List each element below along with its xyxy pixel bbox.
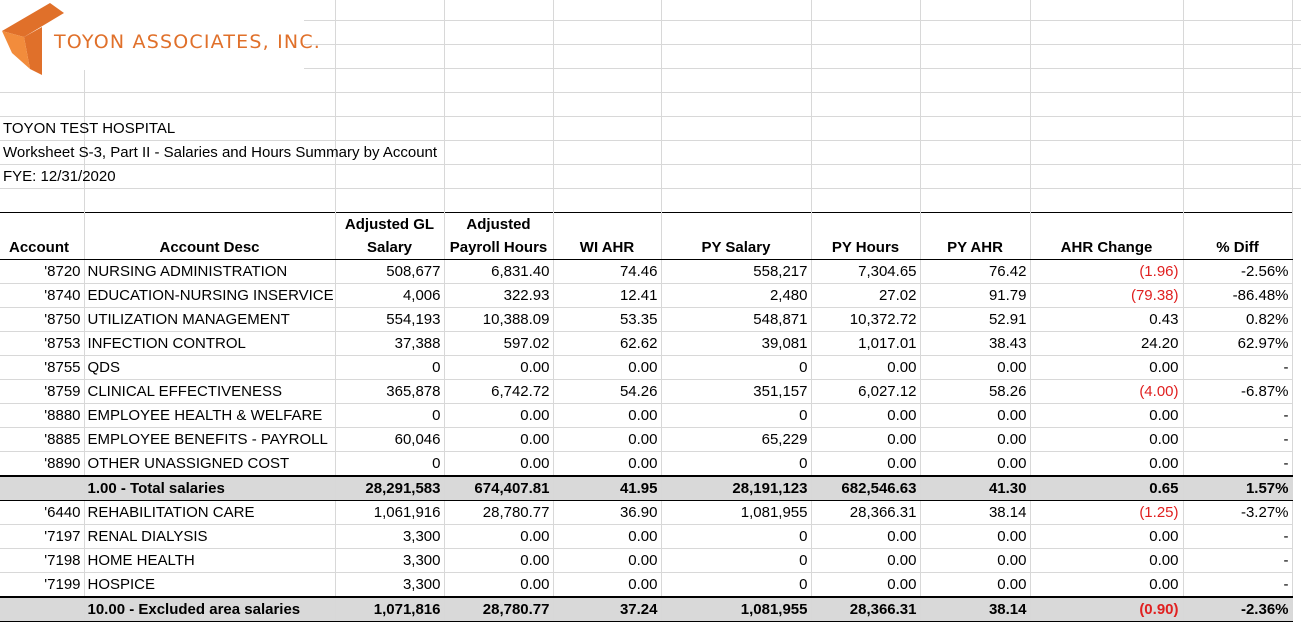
ahr-change-cell: (4.00) — [1030, 380, 1183, 404]
wi-ahr-cell: 53.35 — [553, 308, 661, 332]
desc-cell: NURSING ADMINISTRATION — [84, 260, 335, 284]
desc-cell: CLINICAL EFFECTIVENESS — [84, 380, 335, 404]
table-row — [0, 428, 1292, 452]
pct-diff-cell: -2.56% — [1183, 260, 1292, 284]
desc-cell: EMPLOYEE BENEFITS - PAYROLL — [84, 428, 335, 452]
py-hours-cell: 7,304.65 — [811, 260, 920, 284]
py-ahr-cell: 0.00 — [920, 452, 1030, 477]
py-salary-cell: 0 — [661, 525, 811, 549]
desc-cell: INFECTION CONTROL — [84, 332, 335, 356]
pct-diff-cell: - — [1183, 428, 1292, 452]
col-account-desc: Account Desc — [84, 236, 335, 260]
table-row — [0, 501, 1292, 525]
col-py-ahr: PY AHR — [920, 236, 1030, 260]
account-cell: '8759 — [0, 380, 84, 404]
ahr-change-cell: 0.00 — [1030, 356, 1183, 380]
total-row — [0, 597, 1292, 622]
col-py-hours: PY Hours — [811, 236, 920, 260]
desc-cell: HOME HEALTH — [84, 549, 335, 573]
payroll-hours-cell: 0.00 — [444, 452, 553, 477]
payroll-hours-cell: 0.00 — [444, 356, 553, 380]
wi-ahr-cell: 12.41 — [553, 284, 661, 308]
py-salary-cell: 28,191,123 — [661, 476, 811, 501]
payroll-hours-cell: 0.00 — [444, 549, 553, 573]
payroll-hours-cell: 28,780.77 — [444, 597, 553, 622]
pct-diff-cell: - — [1183, 573, 1292, 598]
payroll-hours-cell: 0.00 — [444, 428, 553, 452]
py-ahr-cell: 0.00 — [920, 356, 1030, 380]
py-ahr-cell: 41.30 — [920, 476, 1030, 501]
payroll-hours-cell: 6,742.72 — [444, 380, 553, 404]
gl-salary-cell: 60,046 — [335, 428, 444, 452]
py-hours-cell: 0.00 — [811, 452, 920, 477]
table-row — [0, 356, 1292, 380]
payroll-hours-cell: 322.93 — [444, 284, 553, 308]
pct-diff-cell: 1.57% — [1183, 476, 1292, 501]
ahr-change-cell: 24.20 — [1030, 332, 1183, 356]
desc-cell: EMPLOYEE HEALTH & WELFARE — [84, 404, 335, 428]
col-ahr-change: AHR Change — [1030, 236, 1183, 260]
py-hours-cell: 28,366.31 — [811, 597, 920, 622]
wi-ahr-cell: 0.00 — [553, 525, 661, 549]
py-ahr-cell: 38.43 — [920, 332, 1030, 356]
gl-salary-cell: 37,388 — [335, 332, 444, 356]
py-salary-cell: 0 — [661, 452, 811, 477]
py-hours-cell: 6,027.12 — [811, 380, 920, 404]
py-ahr-cell: 0.00 — [920, 573, 1030, 598]
gl-salary-cell: 1,071,816 — [335, 597, 444, 622]
ahr-change-cell: 0.65 — [1030, 476, 1183, 501]
wi-ahr-cell: 0.00 — [553, 549, 661, 573]
py-hours-cell: 0.00 — [811, 573, 920, 598]
py-salary-cell: 39,081 — [661, 332, 811, 356]
pct-diff-cell: - — [1183, 549, 1292, 573]
table-row — [0, 452, 1292, 477]
pct-diff-cell: - — [1183, 452, 1292, 477]
gl-salary-cell: 3,300 — [335, 525, 444, 549]
ahr-change-cell: (0.90) — [1030, 597, 1183, 622]
ahr-change-cell: (1.96) — [1030, 260, 1183, 284]
header-row — [0, 236, 1292, 260]
wi-ahr-cell: 0.00 — [553, 356, 661, 380]
account-cell: '8740 — [0, 284, 84, 308]
ahr-change-cell: (79.38) — [1030, 284, 1183, 308]
gl-salary-cell: 28,291,583 — [335, 476, 444, 501]
payroll-hours-cell: 6,831.40 — [444, 260, 553, 284]
py-salary-cell: 1,081,955 — [661, 501, 811, 525]
py-salary-cell: 0 — [661, 549, 811, 573]
wi-ahr-cell: 36.90 — [553, 501, 661, 525]
header-row-top — [0, 213, 1292, 237]
desc-cell: RENAL DIALYSIS — [84, 525, 335, 549]
wi-ahr-cell: 41.95 — [553, 476, 661, 501]
col-py-salary: PY Salary — [661, 236, 811, 260]
ahr-change-cell: 0.00 — [1030, 452, 1183, 477]
py-ahr-cell: 52.91 — [920, 308, 1030, 332]
col-wi-ahr: WI AHR — [553, 236, 661, 260]
desc-cell: 10.00 - Excluded area salaries — [84, 597, 335, 622]
desc-cell: OTHER UNASSIGNED COST — [84, 452, 335, 477]
col-adj-payroll-hours: Payroll Hours — [444, 236, 553, 260]
gl-salary-cell: 3,300 — [335, 573, 444, 598]
py-hours-cell: 10,372.72 — [811, 308, 920, 332]
ahr-change-cell: 0.00 — [1030, 549, 1183, 573]
wi-ahr-cell: 62.62 — [553, 332, 661, 356]
gl-salary-cell: 0 — [335, 356, 444, 380]
desc-cell: HOSPICE — [84, 573, 335, 598]
py-hours-cell: 0.00 — [811, 549, 920, 573]
wi-ahr-cell: 37.24 — [553, 597, 661, 622]
table-row — [0, 260, 1292, 284]
col-adj-hours-top: Adjusted — [444, 213, 553, 237]
py-hours-cell: 28,366.31 — [811, 501, 920, 525]
py-hours-cell: 0.00 — [811, 525, 920, 549]
account-cell: '8750 — [0, 308, 84, 332]
col-adj-gl-salary: Salary — [335, 236, 444, 260]
py-hours-cell: 27.02 — [811, 284, 920, 308]
py-ahr-cell: 38.14 — [920, 597, 1030, 622]
account-cell: '7199 — [0, 573, 84, 598]
ahr-change-cell: 0.00 — [1030, 428, 1183, 452]
ahr-change-cell: 0.00 — [1030, 525, 1183, 549]
payroll-hours-cell: 28,780.77 — [444, 501, 553, 525]
table-row — [0, 404, 1292, 428]
gl-salary-cell: 4,006 — [335, 284, 444, 308]
desc-cell: QDS — [84, 356, 335, 380]
py-ahr-cell: 76.42 — [920, 260, 1030, 284]
account-cell: '8890 — [0, 452, 84, 477]
pct-diff-cell: - — [1183, 525, 1292, 549]
table-row — [0, 332, 1292, 356]
wi-ahr-cell: 0.00 — [553, 404, 661, 428]
py-hours-cell: 0.00 — [811, 404, 920, 428]
ahr-change-cell: (1.25) — [1030, 501, 1183, 525]
pct-diff-cell: -6.87% — [1183, 380, 1292, 404]
gl-salary-cell: 0 — [335, 452, 444, 477]
py-salary-cell: 0 — [661, 573, 811, 598]
table-row — [0, 549, 1292, 573]
table-row — [0, 573, 1292, 598]
py-hours-cell: 1,017.01 — [811, 332, 920, 356]
pct-diff-cell: 62.97% — [1183, 332, 1292, 356]
py-ahr-cell: 38.14 — [920, 501, 1030, 525]
gl-salary-cell: 365,878 — [335, 380, 444, 404]
col-account: Account — [0, 236, 84, 260]
py-salary-cell: 0 — [661, 404, 811, 428]
py-hours-cell: 0.00 — [811, 428, 920, 452]
pct-diff-cell: -3.27% — [1183, 501, 1292, 525]
gl-salary-cell: 1,061,916 — [335, 501, 444, 525]
py-ahr-cell: 0.00 — [920, 404, 1030, 428]
table-row — [0, 308, 1292, 332]
desc-cell: UTILIZATION MANAGEMENT — [84, 308, 335, 332]
payroll-hours-cell: 10,388.09 — [444, 308, 553, 332]
py-hours-cell: 682,546.63 — [811, 476, 920, 501]
py-salary-cell: 65,229 — [661, 428, 811, 452]
py-ahr-cell: 0.00 — [920, 428, 1030, 452]
account-cell: '8885 — [0, 428, 84, 452]
ahr-change-cell: 0.00 — [1030, 404, 1183, 428]
py-hours-cell: 0.00 — [811, 356, 920, 380]
py-ahr-cell: 0.00 — [920, 549, 1030, 573]
col-pct-diff: % Diff — [1183, 236, 1292, 260]
table-row — [0, 380, 1292, 404]
ahr-change-cell: 0.43 — [1030, 308, 1183, 332]
py-salary-cell: 2,480 — [661, 284, 811, 308]
pct-diff-cell: 0.82% — [1183, 308, 1292, 332]
desc-cell: EDUCATION-NURSING INSERVICE — [84, 284, 335, 308]
gl-salary-cell: 3,300 — [335, 549, 444, 573]
payroll-hours-cell: 0.00 — [444, 525, 553, 549]
wi-ahr-cell: 0.00 — [553, 428, 661, 452]
company-logo — [0, 0, 322, 70]
py-salary-cell: 0 — [661, 356, 811, 380]
py-salary-cell: 558,217 — [661, 260, 811, 284]
account-cell: '8880 — [0, 404, 84, 428]
gl-salary-cell: 554,193 — [335, 308, 444, 332]
payroll-hours-cell: 0.00 — [444, 404, 553, 428]
pct-diff-cell: - — [1183, 356, 1292, 380]
table-row — [0, 284, 1292, 308]
total-row — [0, 476, 1292, 501]
report-title: Worksheet S-3, Part II - Salaries and Hours Summary by Account — [3, 144, 438, 161]
desc-cell: 1.00 - Total salaries — [84, 476, 335, 501]
account-cell: '7197 — [0, 525, 84, 549]
py-salary-cell: 1,081,955 — [661, 597, 811, 622]
py-ahr-cell: 91.79 — [920, 284, 1030, 308]
account-cell: '6440 — [0, 501, 84, 525]
py-ahr-cell: 0.00 — [920, 525, 1030, 549]
pct-diff-cell: -2.36% — [1183, 597, 1292, 622]
payroll-hours-cell: 0.00 — [444, 573, 553, 598]
py-salary-cell: 351,157 — [661, 380, 811, 404]
wi-ahr-cell: 54.26 — [553, 380, 661, 404]
account-cell: '8755 — [0, 356, 84, 380]
account-cell — [0, 476, 84, 501]
py-salary-cell: 548,871 — [661, 308, 811, 332]
col-adj-gl-top: Adjusted GL — [335, 213, 444, 237]
table-row — [0, 525, 1292, 549]
desc-cell: REHABILITATION CARE — [84, 501, 335, 525]
payroll-hours-cell: 597.02 — [444, 332, 553, 356]
gl-salary-cell: 0 — [335, 404, 444, 428]
account-cell: '8720 — [0, 260, 84, 284]
ahr-change-cell: 0.00 — [1030, 573, 1183, 598]
fiscal-year-end: FYE: 12/31/2020 — [3, 168, 116, 185]
pct-diff-cell: - — [1183, 404, 1292, 428]
account-cell — [0, 597, 84, 622]
wi-ahr-cell: 0.00 — [553, 573, 661, 598]
account-cell: '8753 — [0, 332, 84, 356]
hospital-name: TOYON TEST HOSPITAL — [3, 120, 176, 137]
company-name: TOYON ASSOCIATES, INC. — [54, 31, 322, 53]
wi-ahr-cell: 0.00 — [553, 452, 661, 477]
gl-salary-cell: 508,677 — [335, 260, 444, 284]
py-ahr-cell: 58.26 — [920, 380, 1030, 404]
account-cell: '7198 — [0, 549, 84, 573]
salaries-hours-table — [0, 212, 1293, 622]
pct-diff-cell: -86.48% — [1183, 284, 1292, 308]
wi-ahr-cell: 74.46 — [553, 260, 661, 284]
payroll-hours-cell: 674,407.81 — [444, 476, 553, 501]
